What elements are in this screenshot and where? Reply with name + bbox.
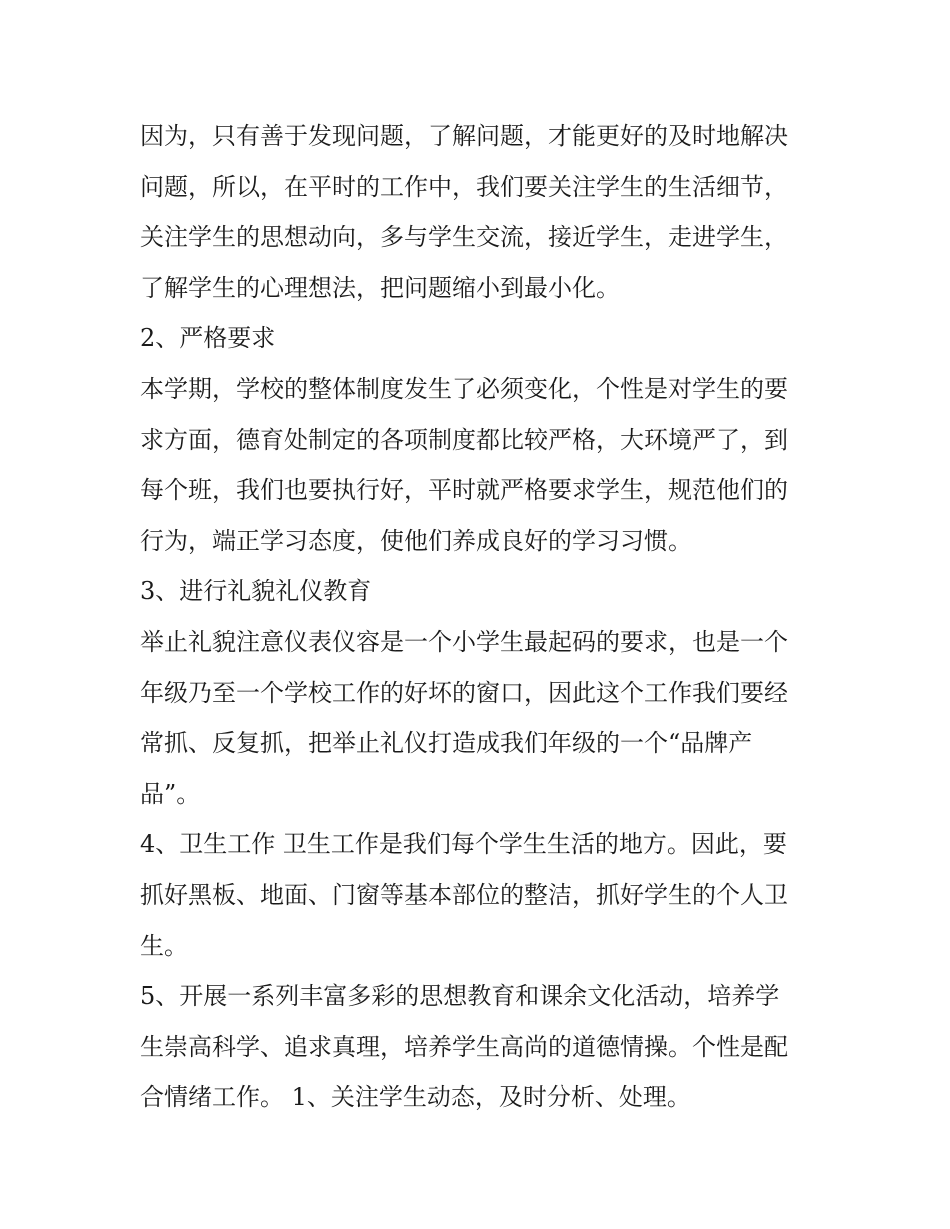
paragraph-line: 生。 [140, 931, 188, 960]
paragraph-line: 关注学生的思想动向，多与学生交流，接近学生，走进学生， [140, 223, 788, 252]
document-body [140, 111, 830, 1123]
paragraph-line: 举止礼貌注意仪表仪容是一个小学生最起码的要求，也是一个 [140, 627, 788, 656]
paragraph-line: 合情绪工作。 1、关注学生动态，及时分析、处理。 [140, 1083, 691, 1112]
paragraph-line: 问题，所以，在平时的工作中，我们要关注学生的生活细节， [140, 172, 788, 201]
section-heading: 5、开展一系列丰富多彩的思想教育和课余文化活动，培养学 [140, 982, 780, 1011]
section-heading: 3、进行礼貌礼仪教育 [140, 577, 372, 606]
paragraph-line: 行为，端正学习态度，使他们养成良好的学习习惯。 [140, 526, 692, 555]
section-heading: 2、严格要求 [140, 324, 276, 353]
paragraph-line: 常抓、反复抓，把举止礼仪打造成我们年级的一个“品牌产 [140, 729, 753, 758]
paragraph-line: 本学期，学校的整体制度发生了必须变化，个性是对学生的要 [140, 374, 788, 403]
paragraph-line: 年级乃至一个学校工作的好坏的窗口，因此这个工作我们要经 [140, 678, 788, 707]
paragraph-line: 求方面，德育处制定的各项制度都比较严格，大环境严了，到 [140, 425, 788, 454]
section-heading: 4、卫生工作 卫生工作是我们每个学生生活的地方。因此，要 [140, 830, 787, 859]
paragraph-line: 每个班，我们也要执行好，平时就严格要求学生，规范他们的 [140, 476, 788, 505]
paragraph-line: 因为，只有善于发现问题，了解问题，才能更好的及时地解决 [140, 122, 788, 150]
paragraph-line: 抓好黑板、地面、门窗等基本部位的整洁，抓好学生的个人卫 [140, 880, 788, 909]
paragraph-line: 生崇高科学、追求真理，培养学生高尚的道德情操。个性是配 [140, 1032, 788, 1061]
paragraph-line: 了解学生的心理想法，把问题缩小到最小化。 [140, 273, 620, 302]
paragraph-line: 品”。 [140, 779, 201, 808]
